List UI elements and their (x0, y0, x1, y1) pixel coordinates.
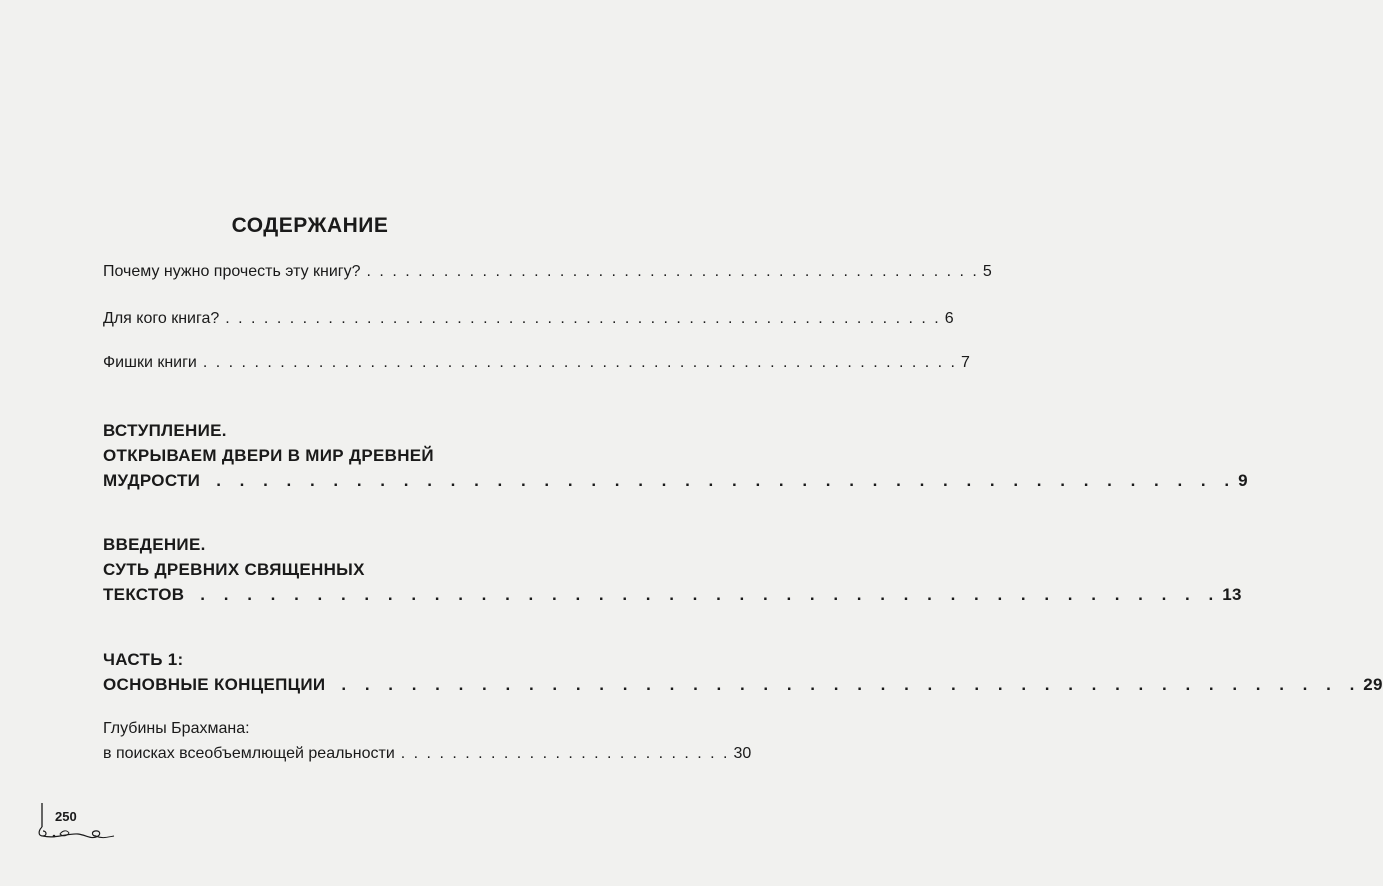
toc-page-number: 5 (982, 263, 992, 280)
section-heading-line: ОТКРЫВАЕМ ДВЕРИ В МИР ДРЕВНЕЙ (103, 446, 434, 465)
toc-entry-audience (103, 307, 954, 330)
toc-page-number: 7 (960, 354, 970, 371)
toc-page-number: 9 (1238, 471, 1248, 490)
dot-leader: . . . . . . . . . . . . . . . . . . . . . . . . . . . . . . . . . . . . . . . . . . . . (200, 585, 1221, 604)
folio (34, 803, 124, 843)
toc-page-number: 6 (944, 310, 954, 327)
section-heading-line: ВСТУПЛЕНИЕ. (103, 421, 227, 440)
toc-entry-label: Почему нужно прочесть эту книгу? (103, 263, 361, 280)
toc-entry-label: Фишки книги (103, 354, 197, 371)
subentry-line: в поисках всеобъемлющей реальности (103, 745, 395, 762)
toc-section-part-1 (103, 647, 1383, 697)
toc-page-number: 29 (1363, 675, 1383, 694)
dot-leader: . . . . . . . . . . . . . . . . . . . . . . . . . . . . . . . . . . . . . . . . . . . . . . . . . . . . . . . . (225, 310, 941, 327)
toc-page-number: 30 (733, 745, 752, 762)
section-heading-line: ОСНОВНЫЕ КОНЦЕПЦИИ (103, 675, 326, 694)
section-heading-line: СУТЬ ДРЕВНИХ СВЯЩЕННЫХ (103, 560, 365, 579)
dot-leader: . . . . . . . . . . . . . . . . . . . . . . . . . . (400, 745, 730, 762)
page-title: СОДЕРЖАНИЕ (231, 214, 389, 237)
section-heading-line: ЧАСТЬ 1: (103, 650, 184, 669)
toc-section-introduction (103, 532, 1242, 607)
toc-section-intro (103, 418, 1248, 493)
toc-entry-label: Для кого книга? (103, 310, 220, 327)
ornament-icon (34, 803, 124, 843)
page-number: 250 (55, 809, 77, 824)
toc-subentry-brahman (103, 716, 752, 766)
dot-leader: . . . . . . . . . . . . . . . . . . . . . . . . . . . . . . . . . . . . . . . . . . . . (216, 471, 1237, 490)
section-heading-line: ВВЕДЕНИЕ. (103, 535, 206, 554)
dot-leader: . . . . . . . . . . . . . . . . . . . . . . . . . . . . . . . . . . . . . . . . . . . . (341, 675, 1362, 694)
subentry-line: Глубины Брахмана: (103, 720, 250, 737)
section-heading-line: ТЕКСТОВ (103, 585, 185, 604)
toc-entry-why-read (103, 260, 992, 283)
toc-page-number: 13 (1222, 585, 1242, 604)
dot-leader: . . . . . . . . . . . . . . . . . . . . . . . . . . . . . . . . . . . . . . . . . . . . . . . . . . . . . . . . . . . (202, 354, 957, 371)
section-heading-line: МУДРОСТИ (103, 471, 201, 490)
dot-leader: . . . . . . . . . . . . . . . . . . . . . . . . . . . . . . . . . . . . . . . . . . . . . . . . (366, 263, 979, 280)
toc-entry-features (103, 351, 970, 374)
